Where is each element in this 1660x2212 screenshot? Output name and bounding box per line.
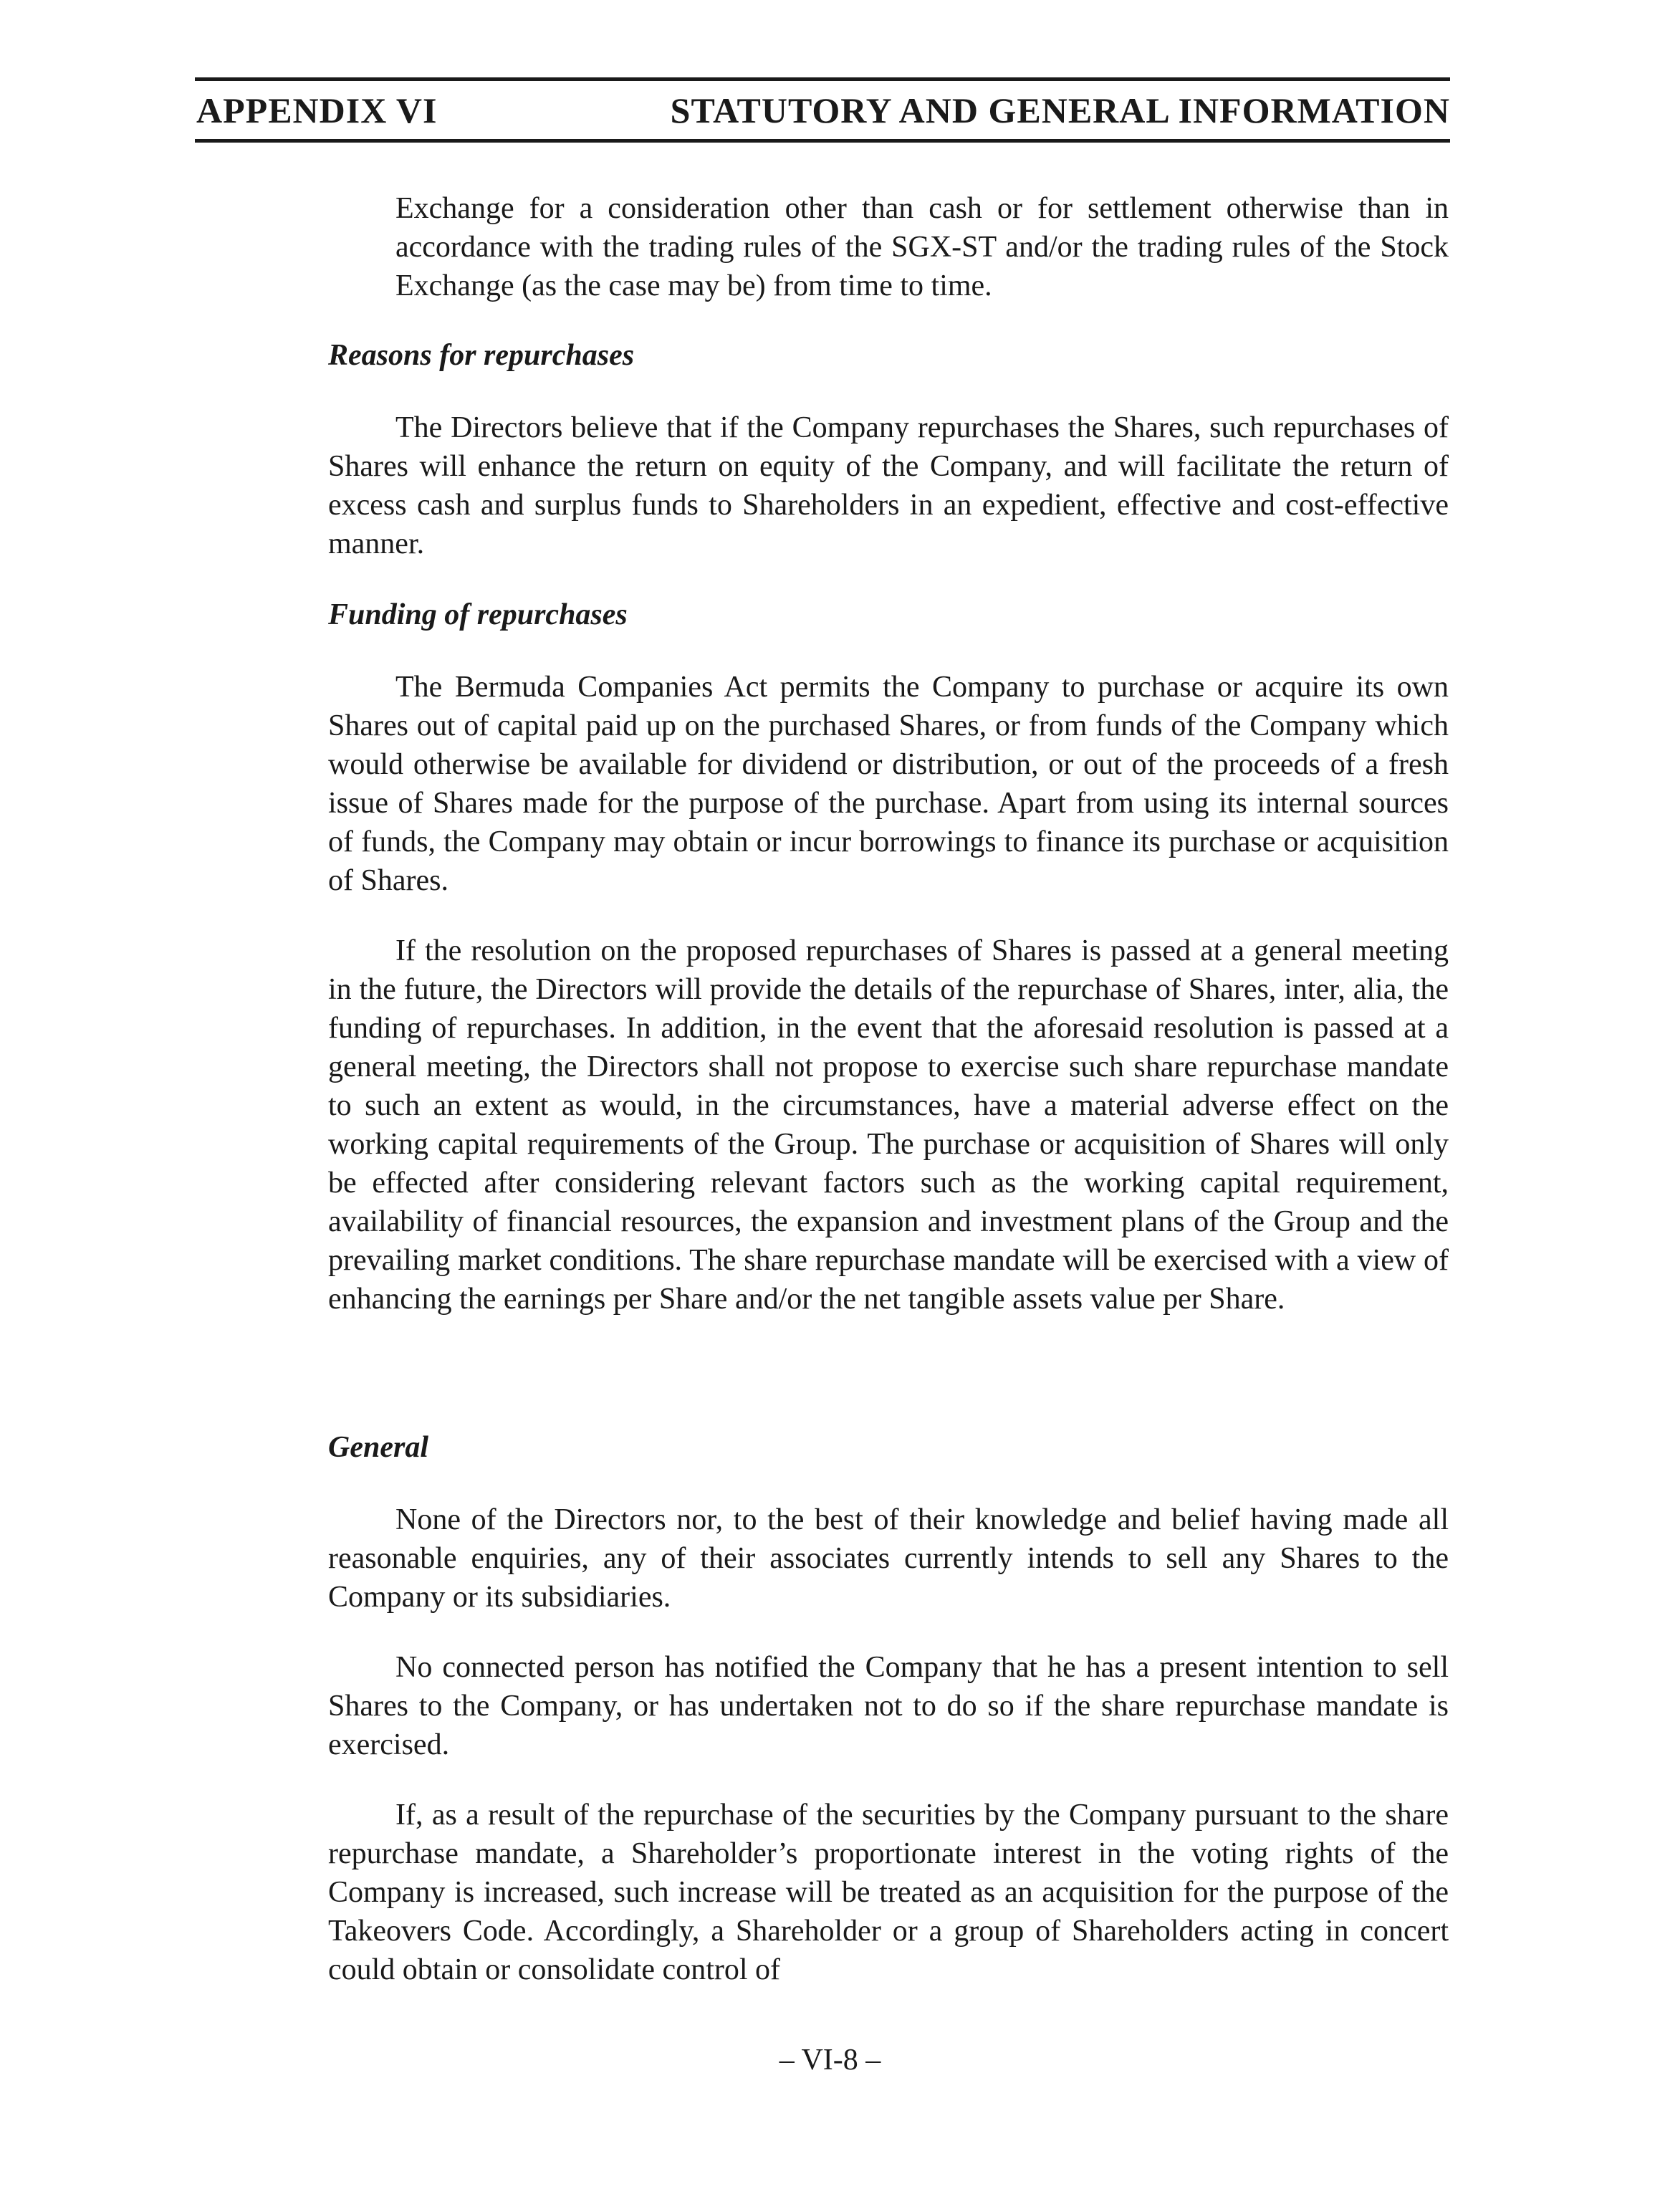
header-top-rule bbox=[195, 77, 1450, 81]
header-bottom-rule bbox=[195, 139, 1450, 143]
paragraph-general-3: If, as a result of the repurchase of the securities by the Company pursuant to the share repurchase mandate, a Shareholder’s proportionate interest in the voting rights of the Company is increased, such increase will be treated as an acquisition for the purpose of the Takeovers Code. Accordingly, a Shareholder or a group of Shareholders acting in concert could obtain or consolidate control of bbox=[328, 1799, 1449, 1986]
paragraph-funding-2: If the resolution on the proposed repurchases of Shares is passed at a general meeting in the future, the Directors will provide the details of the repurchase of Shares, inter, alia, the funding of repurchases. In addition, in the event that the aforesaid resolution is passed at a general meeting, the Directors shall not propose to exercise such share repurchase mandate to such an extent as would, in the circumstances, have a material adverse effect on the working capital requirements of the Group. The purchase or acquisition of Shares will only be effected after considering relevant factors such as the working capital requirement, availability of financial resources, the expansion and investment plans of the Group and the prevailing market conditions. The share repurchase mandate will be exercised with a view of enhancing the earnings per Share and/or the net tangible assets value per Share. bbox=[328, 934, 1449, 1316]
heading-general: General bbox=[328, 1431, 428, 1464]
heading-funding-of-repurchases: Funding of repurchases bbox=[328, 598, 628, 631]
section-title: STATUTORY AND GENERAL INFORMATION bbox=[670, 90, 1450, 130]
page-number: – VI-8 – bbox=[779, 2044, 881, 2077]
paragraph-general-2: No connected person has notified the Company that he has a present intention to sell Shares to the Company, or has undertaken not to do so if the share repurchase mandate is exercised. bbox=[328, 1651, 1449, 1761]
heading-reasons-for-repurchases: Reasons for repurchases bbox=[328, 339, 635, 372]
paragraph-funding-1: The Bermuda Companies Act permits the Company to purchase or acquire its own Shares out of capital paid up on the purchased Shares, or from funds of the Company which would otherwise be available for dividend or distribution, or out of the proceeds of a fresh issue of Shares made for the purpose of the purchase. Apart from using its internal sources of funds, the Company may obtain or incur borrowings to finance its purchase or acquisition of Shares. bbox=[328, 671, 1449, 897]
paragraph-reasons: The Directors believe that if the Company repurchases the Shares, such repurchases of Shares will enhance the return on equity of the Company, and will facilitate the return of excess cash and surplus funds to Shareholders in an expedient, effective and cost-effective manner. bbox=[328, 411, 1449, 560]
paragraph-general-1: None of the Directors nor, to the best of their knowledge and belief having made all reasonable enquiries, any of their associates currently intends to sell any Shares to the Company or its subsidiaries. bbox=[328, 1503, 1449, 1614]
appendix-label: APPENDIX VI bbox=[196, 90, 438, 130]
continued-paragraph: Exchange for a consideration other than cash or for settlement otherwise than in accordance with the trading rules of the SGX-ST and/or the trading rules of the Stock Exchange (as the case may be) from time to time. bbox=[395, 192, 1449, 302]
